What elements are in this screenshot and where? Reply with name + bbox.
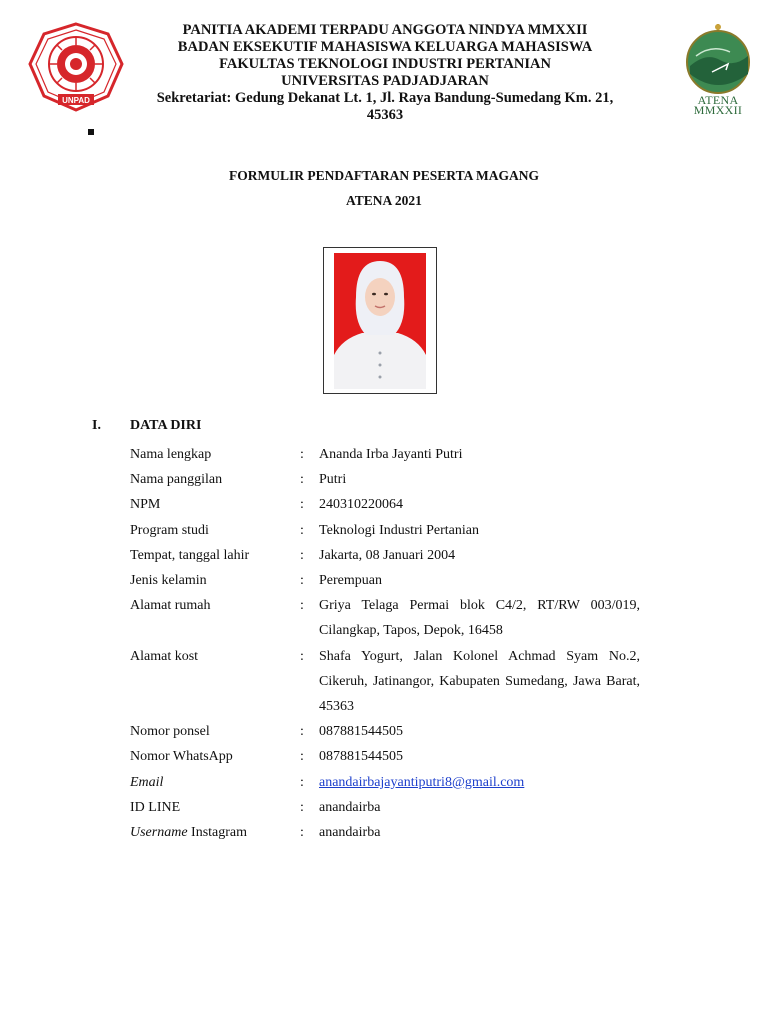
applicant-photo [323, 247, 437, 394]
field-row-whatsapp [130, 744, 640, 769]
field-separator: : [300, 724, 304, 740]
atena-caption-year: MMXXII [693, 103, 743, 117]
field-separator: : [300, 825, 304, 841]
field-separator: : [300, 598, 304, 614]
field-value: 087881544505 [319, 749, 403, 765]
applicant-photo-icon [334, 253, 426, 389]
field-row-npm [130, 492, 640, 517]
field-label: Alamat kost [130, 648, 199, 664]
field-value: Teknologi Industri Pertanian [319, 522, 479, 538]
field-value: 240310220064 [319, 497, 403, 513]
field-label-italic: Username [130, 825, 188, 841]
field-value: Ananda Irba Jayanti Putri [319, 447, 463, 462]
field-row-birth [130, 543, 640, 568]
field-separator: : [300, 472, 304, 488]
field-label: Nama lengkap [130, 447, 212, 462]
field-separator: : [300, 522, 304, 538]
field-label: ID LINE [130, 799, 181, 815]
letterhead-university: UNIVERSITAS PADJADJARAN [281, 73, 489, 89]
field-label: Nama panggilan [130, 472, 223, 488]
field-label: NPM [130, 497, 161, 513]
field-row-nickname [130, 467, 640, 492]
section-heading [92, 418, 201, 434]
bullet-mark [88, 129, 94, 135]
field-separator: : [300, 573, 304, 589]
field-row-home-address [130, 593, 640, 643]
field-separator: : [300, 799, 304, 815]
atena-emblem-icon [682, 22, 754, 118]
field-value: Perempuan [319, 573, 382, 589]
form-title: FORMULIR PENDAFTARAN PESERTA MAGANG [229, 168, 539, 183]
field-value: 087881544505 [319, 724, 403, 740]
field-label-rest: Instagram [191, 825, 248, 841]
letterhead-bem: BADAN EKSEKUTIF MAHASISWA KELUARGA MAHASISWA [177, 39, 593, 55]
field-label-italic: Email [130, 774, 164, 790]
field-row-boarding-address [130, 644, 640, 720]
field-row-gender [130, 568, 640, 593]
field-value: Griya Telaga Permai blok C4/2, RT/RW 003/019, Cilangkap, Tapos, Depok, 16458 [319, 598, 640, 639]
svg-text:UNPAD: UNPAD [62, 96, 90, 105]
field-value [319, 770, 640, 795]
form-subtitle: ATENA 2021 [346, 193, 422, 208]
field-value: Jakarta, 08 Januari 2004 [319, 547, 456, 563]
field-label: Program studi [130, 522, 209, 538]
personal-data-list [130, 442, 640, 845]
field-value: anandairba [319, 825, 381, 841]
unpad-seal-icon [28, 22, 124, 112]
field-label [130, 770, 300, 795]
field-row-phone [130, 719, 640, 744]
field-value: anandairba [319, 799, 381, 815]
field-label: Nomor WhatsApp [130, 749, 233, 765]
letterhead-committee: PANITIA AKADEMI TERPADU ANGGOTA NINDYA MMXXII [182, 22, 588, 38]
letterhead-faculty: FAKULTAS TEKNOLOGI INDUSTRI PERTANIAN [219, 56, 551, 72]
field-label: Alamat rumah [130, 598, 211, 614]
field-row-email [130, 770, 640, 795]
letterhead [140, 22, 630, 124]
field-separator: : [300, 749, 304, 765]
field-label: Nomor ponsel [130, 724, 210, 740]
field-separator: : [300, 547, 304, 563]
field-label: Jenis kelamin [130, 573, 207, 589]
field-row-line-id [130, 795, 640, 820]
letterhead-address: Sekretariat: Gedung Dekanat Lt. 1, Jl. Raya Bandung-Sumedang Km. 21, 45363 [156, 90, 614, 123]
field-label [130, 820, 300, 845]
field-separator: : [300, 648, 304, 664]
email-link[interactable]: anandairbajayantiputri8@gmail.com [319, 774, 525, 790]
field-separator: : [300, 447, 304, 462]
field-separator: : [300, 497, 304, 513]
field-row-full-name [130, 442, 640, 467]
section-title: DATA DIRI [130, 418, 202, 433]
field-separator: : [300, 774, 304, 790]
field-value: Shafa Yogurt, Jalan Kolonel Achmad Syam No.2, Cikeruh, Jatinangor, Kabupaten Sumedang, Jawa Barat, 45363 [319, 648, 640, 715]
field-row-instagram [130, 820, 640, 845]
section-number: I. [92, 418, 101, 433]
field-label: Tempat, tanggal lahir [130, 547, 250, 563]
field-value: Putri [319, 472, 347, 488]
atena-caption-name: ATENA [697, 93, 739, 107]
field-row-study-program [130, 518, 640, 543]
